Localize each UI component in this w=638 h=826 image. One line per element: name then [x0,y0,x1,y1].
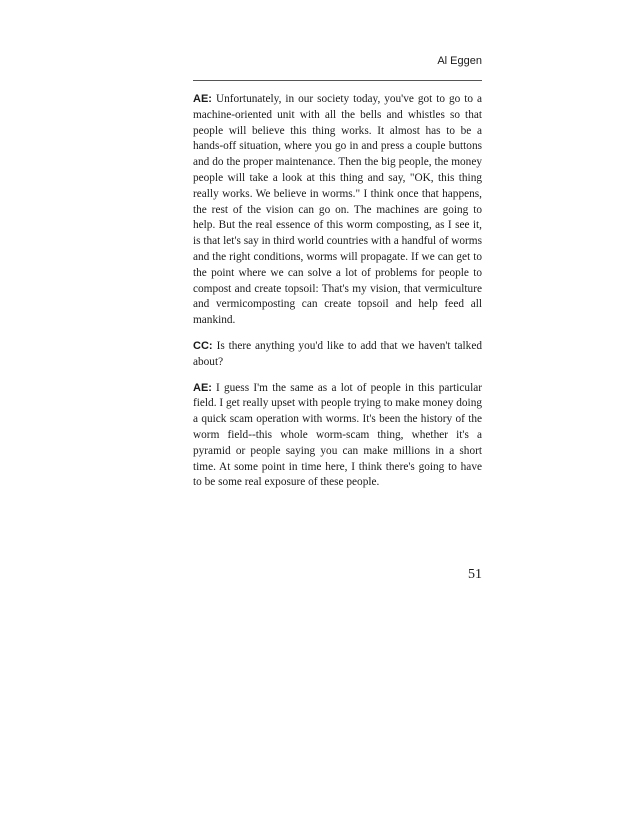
running-head: Al Eggen [437,55,482,67]
paragraph-text: Unfortunately, in our society today, you've got to go to a machine-oriented unit with all the bells and whistles so that people will believe this thing works. It almost has to be a hands-off situation, where you go in and press a couple buttons and do the proper maintenance. Then the big people, the money people will take a look at this thing and say, "OK, this thing really works. We believe in worms." I think once that happens, the rest of the vision can go on. The machines are going to help. But the real essence of this worm composting, as I see it, is that let's say in third world countries with a handful of worms and the right conditions, worms will propagate. If we can get to the point where we can solve a lot of problems for people to compost and create topsoil: That's my vision, that vermiculture and vermicomposting can create topsoil and help feed all mankind. [193,93,482,327]
paragraph-ae-2 [193,381,482,492]
paragraph-text: I guess I'm the same as a lot of people in this particular field. I get really upset with people trying to make money doing a quick scam operation with worms. It's been the history of the worm field--this whole worm-scam thing, whether it's a pyramid or people saying you can make millions in a short time. At some point in time here, I think there's going to have to be some real exposure of these people. [193,381,482,489]
paragraph-cc [193,339,482,371]
speaker-label: AE: [193,93,212,105]
speaker-label: CC: [193,339,213,352]
speaker-label: AE: [193,381,212,394]
paragraph-ae-1 [193,92,482,329]
page-number: 51 [468,567,482,582]
paragraph-text: Is there anything you'd like to add that we haven't talked about? [193,339,482,368]
header-rule [193,80,482,81]
page-body [193,92,482,501]
